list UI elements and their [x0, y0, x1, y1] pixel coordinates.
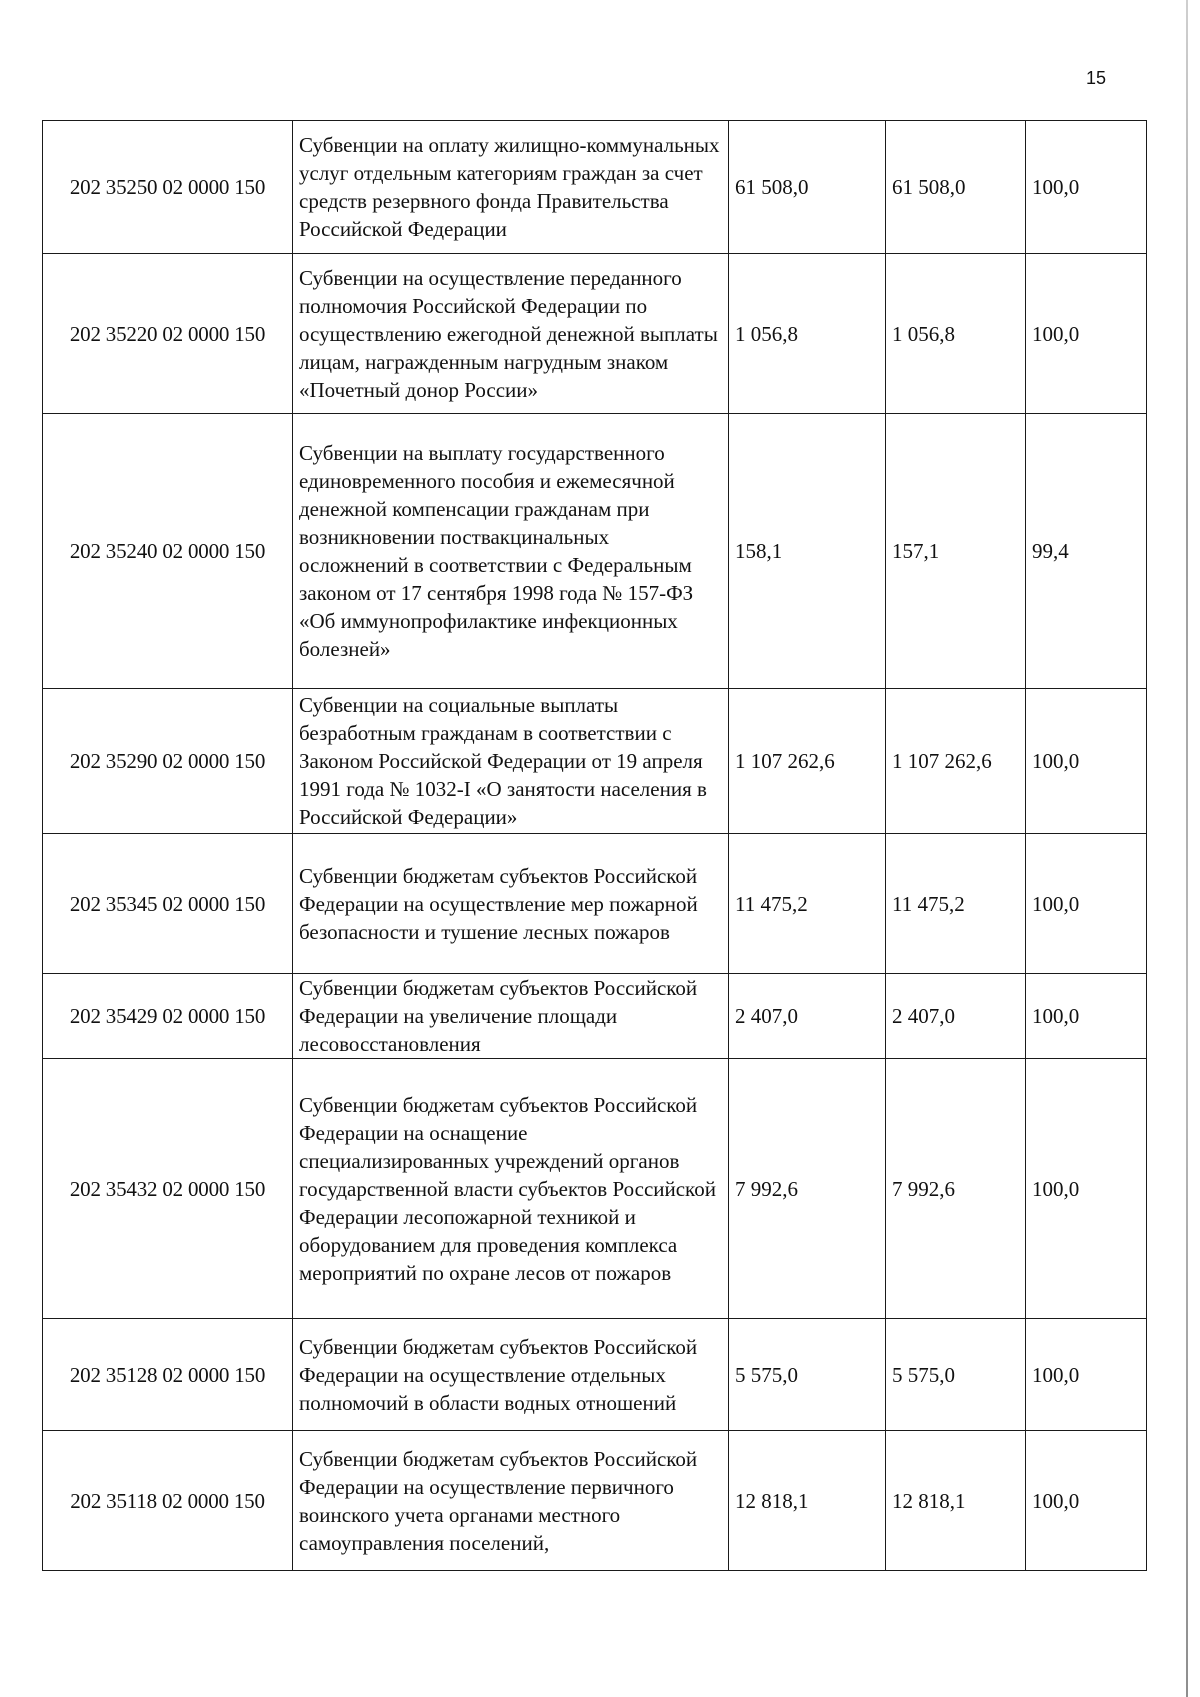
percent-cell: 100,0	[1026, 1431, 1147, 1571]
description-cell: Субвенции на социальные выплаты безработным гражданам в соответствии с Законом Российской Федерации от 19 апреля 1991 года № 1032-I «О занятости населения в Российской Федерации»	[293, 689, 729, 834]
percent-cell: 100,0	[1026, 1319, 1147, 1431]
executed-amount-cell: 1 107 262,6	[886, 689, 1026, 834]
percent-cell: 99,4	[1026, 414, 1147, 689]
planned-amount-cell: 1 107 262,6	[729, 689, 886, 834]
table-row	[43, 1059, 1147, 1319]
budget-table	[42, 120, 1147, 1571]
table-row	[43, 834, 1147, 974]
planned-amount-cell: 158,1	[729, 414, 886, 689]
budget-code-cell: 202 35290 02 0000 150	[43, 689, 293, 834]
table-row	[43, 254, 1147, 414]
description-cell: Субвенции бюджетам субъектов Российской Федерации на осуществление отдельных полномочий в области водных отношений	[293, 1319, 729, 1431]
description-cell: Субвенции бюджетам субъектов Российской Федерации на оснащение специализированных учреждений органов государственной власти субъектов Российской Федерации лесопожарной техникой и оборудованием для проведения комплекса мероприятий по охране лесов от пожаров	[293, 1059, 729, 1319]
table-row	[43, 121, 1147, 254]
percent-cell: 100,0	[1026, 834, 1147, 974]
percent-cell: 100,0	[1026, 689, 1147, 834]
executed-amount-cell: 7 992,6	[886, 1059, 1026, 1319]
budget-code-cell: 202 35429 02 0000 150	[43, 974, 293, 1059]
description-cell: Субвенции бюджетам субъектов Российской Федерации на осуществление первичного воинского учета органами местного самоуправления поселений,	[293, 1431, 729, 1571]
executed-amount-cell: 61 508,0	[886, 121, 1026, 254]
executed-amount-cell: 11 475,2	[886, 834, 1026, 974]
table-row	[43, 1431, 1147, 1571]
percent-cell: 100,0	[1026, 254, 1147, 414]
budget-code-cell: 202 35432 02 0000 150	[43, 1059, 293, 1319]
description-cell: Субвенции на осуществление переданного полномочия Российской Федерации по осуществлению ежегодной денежной выплаты лицам, награжденным нагрудным знаком «Почетный донор России»	[293, 254, 729, 414]
description-cell: Субвенции бюджетам субъектов Российской Федерации на осуществление мер пожарной безопасности и тушение лесных пожаров	[293, 834, 729, 974]
budget-code-cell: 202 35118 02 0000 150	[43, 1431, 293, 1571]
executed-amount-cell: 2 407,0	[886, 974, 1026, 1059]
planned-amount-cell: 7 992,6	[729, 1059, 886, 1319]
budget-code-cell: 202 35250 02 0000 150	[43, 121, 293, 254]
description-cell: Субвенции на оплату жилищно-коммунальных услуг отдельным категориям граждан за счет средств резервного фонда Правительства Российской Федерации	[293, 121, 729, 254]
planned-amount-cell: 11 475,2	[729, 834, 886, 974]
budget-code-cell: 202 35128 02 0000 150	[43, 1319, 293, 1431]
planned-amount-cell: 12 818,1	[729, 1431, 886, 1571]
budget-code-cell: 202 35345 02 0000 150	[43, 834, 293, 974]
executed-amount-cell: 157,1	[886, 414, 1026, 689]
budget-code-cell: 202 35220 02 0000 150	[43, 254, 293, 414]
percent-cell: 100,0	[1026, 1059, 1147, 1319]
planned-amount-cell: 61 508,0	[729, 121, 886, 254]
percent-cell: 100,0	[1026, 974, 1147, 1059]
executed-amount-cell: 1 056,8	[886, 254, 1026, 414]
description-cell: Субвенции на выплату государственного единовременного пособия и ежемесячной денежной компенсации гражданам при возникновении поствакцинальных осложнений в соответствии с Федеральным законом от 17 сентября 1998 года № 157-ФЗ «Об иммунопрофилактике инфекционных болезней»	[293, 414, 729, 689]
planned-amount-cell: 2 407,0	[729, 974, 886, 1059]
table-row	[43, 1319, 1147, 1431]
planned-amount-cell: 5 575,0	[729, 1319, 886, 1431]
budget-code-cell: 202 35240 02 0000 150	[43, 414, 293, 689]
executed-amount-cell: 5 575,0	[886, 1319, 1026, 1431]
table-row	[43, 414, 1147, 689]
scan-edge	[1186, 0, 1188, 1697]
executed-amount-cell: 12 818,1	[886, 1431, 1026, 1571]
page-number: 15	[1086, 68, 1107, 88]
planned-amount-cell: 1 056,8	[729, 254, 886, 414]
percent-cell: 100,0	[1026, 121, 1147, 254]
table-row	[43, 689, 1147, 834]
description-cell: Субвенции бюджетам субъектов Российской Федерации на увеличение площади лесовосстановления	[293, 974, 729, 1059]
table-row	[43, 974, 1147, 1059]
